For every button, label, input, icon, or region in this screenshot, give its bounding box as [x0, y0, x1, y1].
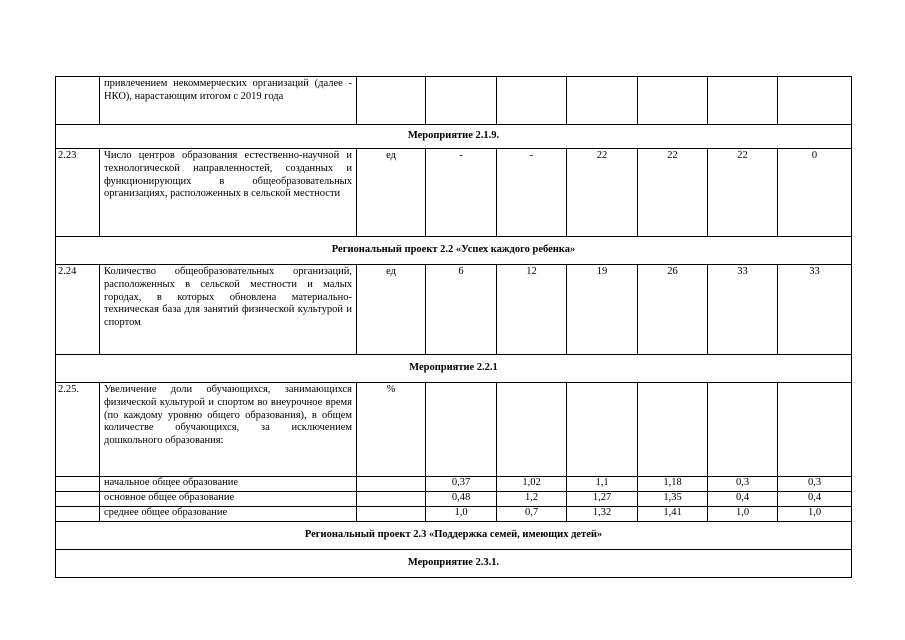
value-cell: 22 — [638, 149, 708, 237]
unit-cell — [357, 477, 426, 492]
section-header-row — [56, 355, 852, 383]
value-cell: 0,7 — [497, 507, 567, 522]
value-cell: 0,48 — [426, 492, 497, 507]
unit-cell — [357, 77, 426, 125]
indicator-name: Увеличение доли обучающихся, занимающихся физической культурой и спортом во внеурочное время (по каждому уровню общего образования), в общем количестве обучающихся, за исключением дошкольного образования: — [100, 383, 357, 477]
section-header-row — [56, 125, 852, 149]
section-title: Региональный проект 2.3 «Поддержка семей, имеющих детей» — [56, 522, 852, 550]
value-cell: 0,4 — [778, 492, 852, 507]
value-cell: 0 — [778, 149, 852, 237]
value-cell: 0,3 — [778, 477, 852, 492]
value-cell: 1,35 — [638, 492, 708, 507]
value-cell: - — [426, 149, 497, 237]
value-cell: 1,0 — [708, 507, 778, 522]
unit-cell: ед — [357, 149, 426, 237]
value-cell: 22 — [708, 149, 778, 237]
indicator-row — [56, 383, 852, 477]
value-cell: 33 — [778, 265, 852, 355]
unit-cell — [357, 507, 426, 522]
value-cell: 0,3 — [708, 477, 778, 492]
value-cell: 1,27 — [567, 492, 638, 507]
indicator-name: привлечением некоммерческих организаций (далее - НКО), нарастающим итогом с 2019 года — [100, 77, 357, 125]
value-cell: 0,4 — [708, 492, 778, 507]
section-title: Мероприятие 2.3.1. — [56, 550, 852, 578]
value-cell: 1,41 — [638, 507, 708, 522]
value-cell: 19 — [567, 265, 638, 355]
value-cell — [638, 77, 708, 125]
indicator-row — [56, 265, 852, 355]
row-number: 2.24 — [56, 265, 100, 355]
value-cell — [778, 383, 852, 477]
indicator-row — [56, 149, 852, 237]
value-cell: 22 — [567, 149, 638, 237]
value-cell: 33 — [708, 265, 778, 355]
value-cell — [638, 383, 708, 477]
value-cell — [567, 77, 638, 125]
sub-indicator-name: среднее общее образование — [100, 507, 357, 522]
indicator-name: Число центров образования естественно-научной и технологической направленностей, созданных и функционирующих в общеобразовательных организациях, расположенных в сельской местности — [100, 149, 357, 237]
sub-indicator-row — [56, 492, 852, 507]
value-cell: 6 — [426, 265, 497, 355]
sub-indicator-name: начальное общее образование — [100, 477, 357, 492]
value-cell: 26 — [638, 265, 708, 355]
unit-cell — [357, 492, 426, 507]
sub-indicator-row — [56, 477, 852, 492]
indicator-name: Количество общеобразовательных организаций, расположенных в сельской местности и малых городах, в которых обновлена материально-техническая база для занятий физической культурой и спортом — [100, 265, 357, 355]
value-cell: 12 — [497, 265, 567, 355]
row-number-cell — [56, 492, 100, 507]
value-cell — [708, 383, 778, 477]
sub-indicator-row — [56, 507, 852, 522]
value-cell: 1,18 — [638, 477, 708, 492]
row-number — [56, 77, 100, 125]
sub-indicator-name: основное общее образование — [100, 492, 357, 507]
section-title: Мероприятие 2.1.9. — [56, 125, 852, 149]
value-cell — [426, 383, 497, 477]
value-cell — [567, 383, 638, 477]
value-cell: 1,02 — [497, 477, 567, 492]
section-header-row — [56, 522, 852, 550]
value-cell — [497, 383, 567, 477]
value-cell: 0,37 — [426, 477, 497, 492]
value-cell: - — [497, 149, 567, 237]
section-header-row — [56, 550, 852, 578]
value-cell — [426, 77, 497, 125]
value-cell: 1,32 — [567, 507, 638, 522]
value-cell: 1,1 — [567, 477, 638, 492]
row-number-cell — [56, 477, 100, 492]
row-number-cell — [56, 507, 100, 522]
section-title: Мероприятие 2.2.1 — [56, 355, 852, 383]
row-number: 2.25. — [56, 383, 100, 477]
unit-cell: ед — [357, 265, 426, 355]
row-number: 2.23 — [56, 149, 100, 237]
value-cell — [778, 77, 852, 125]
section-header-row — [56, 237, 852, 265]
value-cell — [708, 77, 778, 125]
unit-cell: % — [357, 383, 426, 477]
value-cell: 1,2 — [497, 492, 567, 507]
indicator-row — [56, 77, 852, 125]
indicators-table — [55, 76, 852, 578]
value-cell: 1,0 — [426, 507, 497, 522]
section-title: Региональный проект 2.2 «Успех каждого ребенка» — [56, 237, 852, 265]
value-cell — [497, 77, 567, 125]
value-cell: 1,0 — [778, 507, 852, 522]
